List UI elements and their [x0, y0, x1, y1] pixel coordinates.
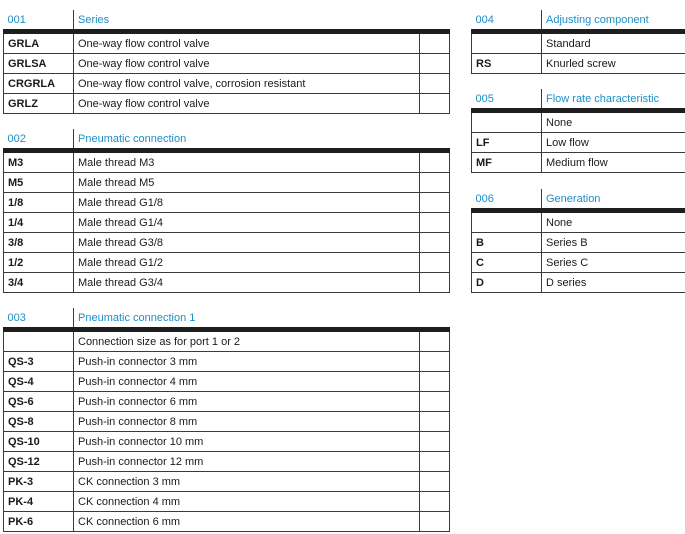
- row-description: Knurled screw: [542, 54, 685, 74]
- table-title: Generation: [542, 189, 685, 211]
- table-006-generation: [471, 189, 685, 293]
- table-row: [4, 492, 450, 512]
- table-row: [472, 111, 685, 133]
- table-row: [4, 352, 450, 372]
- row-code: 1/2: [4, 253, 74, 273]
- row-description: One-way flow control valve, corrosion resistant: [74, 74, 420, 94]
- table-header: [472, 89, 685, 111]
- row-code: 3/4: [4, 273, 74, 293]
- row-code: 1/8: [4, 193, 74, 213]
- row-blank-cell: [420, 193, 450, 213]
- row-description: Push-in connector 4 mm: [74, 372, 420, 392]
- row-code: 1/4: [4, 213, 74, 233]
- row-blank-cell: [420, 213, 450, 233]
- row-code: PK-4: [4, 492, 74, 512]
- row-description: Standard: [542, 32, 685, 54]
- row-blank-cell: [420, 330, 450, 352]
- row-description: None: [542, 211, 685, 233]
- table-header: [472, 10, 685, 32]
- row-code: 3/8: [4, 233, 74, 253]
- table-002-pneumatic-connection: [3, 129, 450, 293]
- table-number: 002: [7, 132, 26, 145]
- row-blank-cell: [420, 472, 450, 492]
- row-description: Male thread G3/4: [74, 273, 420, 293]
- row-description: Male thread M3: [74, 151, 420, 173]
- table-row: [4, 372, 450, 392]
- row-blank-cell: [420, 352, 450, 372]
- table-row: [4, 412, 450, 432]
- row-code: QS-4: [4, 372, 74, 392]
- table-row: [472, 54, 685, 74]
- row-description: One-way flow control valve: [74, 54, 420, 74]
- table-001-series: [3, 10, 450, 114]
- row-description: CK connection 3 mm: [74, 472, 420, 492]
- table-row: [472, 133, 685, 153]
- row-blank-cell: [420, 233, 450, 253]
- row-code: QS-12: [4, 452, 74, 472]
- row-description: Push-in connector 6 mm: [74, 392, 420, 412]
- table-row: [4, 32, 450, 54]
- row-code: B: [472, 233, 542, 253]
- row-description: Male thread G1/8: [74, 193, 420, 213]
- table-header: [4, 308, 450, 330]
- row-description: Male thread M5: [74, 173, 420, 193]
- row-code: [4, 330, 74, 352]
- table-row: [4, 74, 450, 94]
- table-row: [4, 233, 450, 253]
- row-code: C: [472, 253, 542, 273]
- row-description: Series B: [542, 233, 685, 253]
- table-title: Pneumatic connection 1: [74, 308, 450, 330]
- row-code: PK-3: [4, 472, 74, 492]
- row-blank-cell: [420, 173, 450, 193]
- table-row: [4, 512, 450, 532]
- table-number: 005: [475, 92, 494, 105]
- table-row: [4, 94, 450, 114]
- row-description: Medium flow: [542, 153, 685, 173]
- row-blank-cell: [420, 32, 450, 54]
- row-blank-cell: [420, 273, 450, 293]
- row-description: D series: [542, 273, 685, 293]
- table-title: Pneumatic connection: [74, 129, 450, 151]
- row-blank-cell: [420, 392, 450, 412]
- row-code: MF: [472, 153, 542, 173]
- table-005-flow-rate-characteristic: [471, 89, 685, 173]
- table-header: [4, 10, 450, 32]
- row-description: Male thread G1/4: [74, 213, 420, 233]
- table-row: [472, 211, 685, 233]
- row-description: Male thread G1/2: [74, 253, 420, 273]
- table-row: [4, 432, 450, 452]
- table-row: [4, 392, 450, 412]
- table-number: 001: [7, 13, 26, 26]
- row-code: RS: [472, 54, 542, 74]
- row-code: GRLSA: [4, 54, 74, 74]
- table-row: [472, 32, 685, 54]
- table-row: [472, 273, 685, 293]
- table-number: 003: [7, 311, 26, 324]
- row-blank-cell: [420, 253, 450, 273]
- row-code: [472, 211, 542, 233]
- row-blank-cell: [420, 492, 450, 512]
- table-003-pneumatic-connection-1: [3, 308, 450, 532]
- table-row: [4, 173, 450, 193]
- row-description: One-way flow control valve: [74, 32, 420, 54]
- row-description: Series C: [542, 253, 685, 273]
- row-blank-cell: [420, 412, 450, 432]
- table-row: [472, 253, 685, 273]
- table-row: [4, 193, 450, 213]
- row-code: [472, 32, 542, 54]
- row-blank-cell: [420, 74, 450, 94]
- row-code: CRGRLA: [4, 74, 74, 94]
- row-code: LF: [472, 133, 542, 153]
- row-code: PK-6: [4, 512, 74, 532]
- row-code: M3: [4, 151, 74, 173]
- table-row: [472, 153, 685, 173]
- row-description: Low flow: [542, 133, 685, 153]
- row-code: M5: [4, 173, 74, 193]
- row-blank-cell: [420, 151, 450, 173]
- table-title: Series: [74, 10, 450, 32]
- row-blank-cell: [420, 94, 450, 114]
- row-blank-cell: [420, 372, 450, 392]
- table-row: [4, 472, 450, 492]
- table-004-adjusting-component: [471, 10, 685, 74]
- row-blank-cell: [420, 54, 450, 74]
- table-header: [4, 129, 450, 151]
- row-code: QS-8: [4, 412, 74, 432]
- row-code: GRLA: [4, 32, 74, 54]
- table-header: [472, 189, 685, 211]
- table-row: [4, 452, 450, 472]
- row-description: Push-in connector 10 mm: [74, 432, 420, 452]
- row-description: One-way flow control valve: [74, 94, 420, 114]
- table-row: [4, 330, 450, 352]
- row-code: QS-3: [4, 352, 74, 372]
- row-blank-cell: [420, 432, 450, 452]
- table-number: 006: [475, 192, 494, 205]
- row-description: Push-in connector 8 mm: [74, 412, 420, 432]
- table-row: [4, 151, 450, 173]
- table-title: Adjusting component: [542, 10, 685, 32]
- row-description: None: [542, 111, 685, 133]
- row-code: QS-6: [4, 392, 74, 412]
- table-row: [4, 253, 450, 273]
- row-description: Connection size as for port 1 or 2: [74, 330, 420, 352]
- row-code: QS-10: [4, 432, 74, 452]
- row-description: Male thread G3/8: [74, 233, 420, 253]
- table-row: [4, 273, 450, 293]
- table-number: 004: [475, 13, 494, 26]
- row-description: Push-in connector 3 mm: [74, 352, 420, 372]
- table-title: Flow rate characteristic: [542, 89, 685, 111]
- row-blank-cell: [420, 452, 450, 472]
- row-description: Push-in connector 12 mm: [74, 452, 420, 472]
- row-description: CK connection 6 mm: [74, 512, 420, 532]
- row-description: CK connection 4 mm: [74, 492, 420, 512]
- row-code: [472, 111, 542, 133]
- table-row: [4, 54, 450, 74]
- table-row: [4, 213, 450, 233]
- table-row: [472, 233, 685, 253]
- row-blank-cell: [420, 512, 450, 532]
- row-code: GRLZ: [4, 94, 74, 114]
- row-code: D: [472, 273, 542, 293]
